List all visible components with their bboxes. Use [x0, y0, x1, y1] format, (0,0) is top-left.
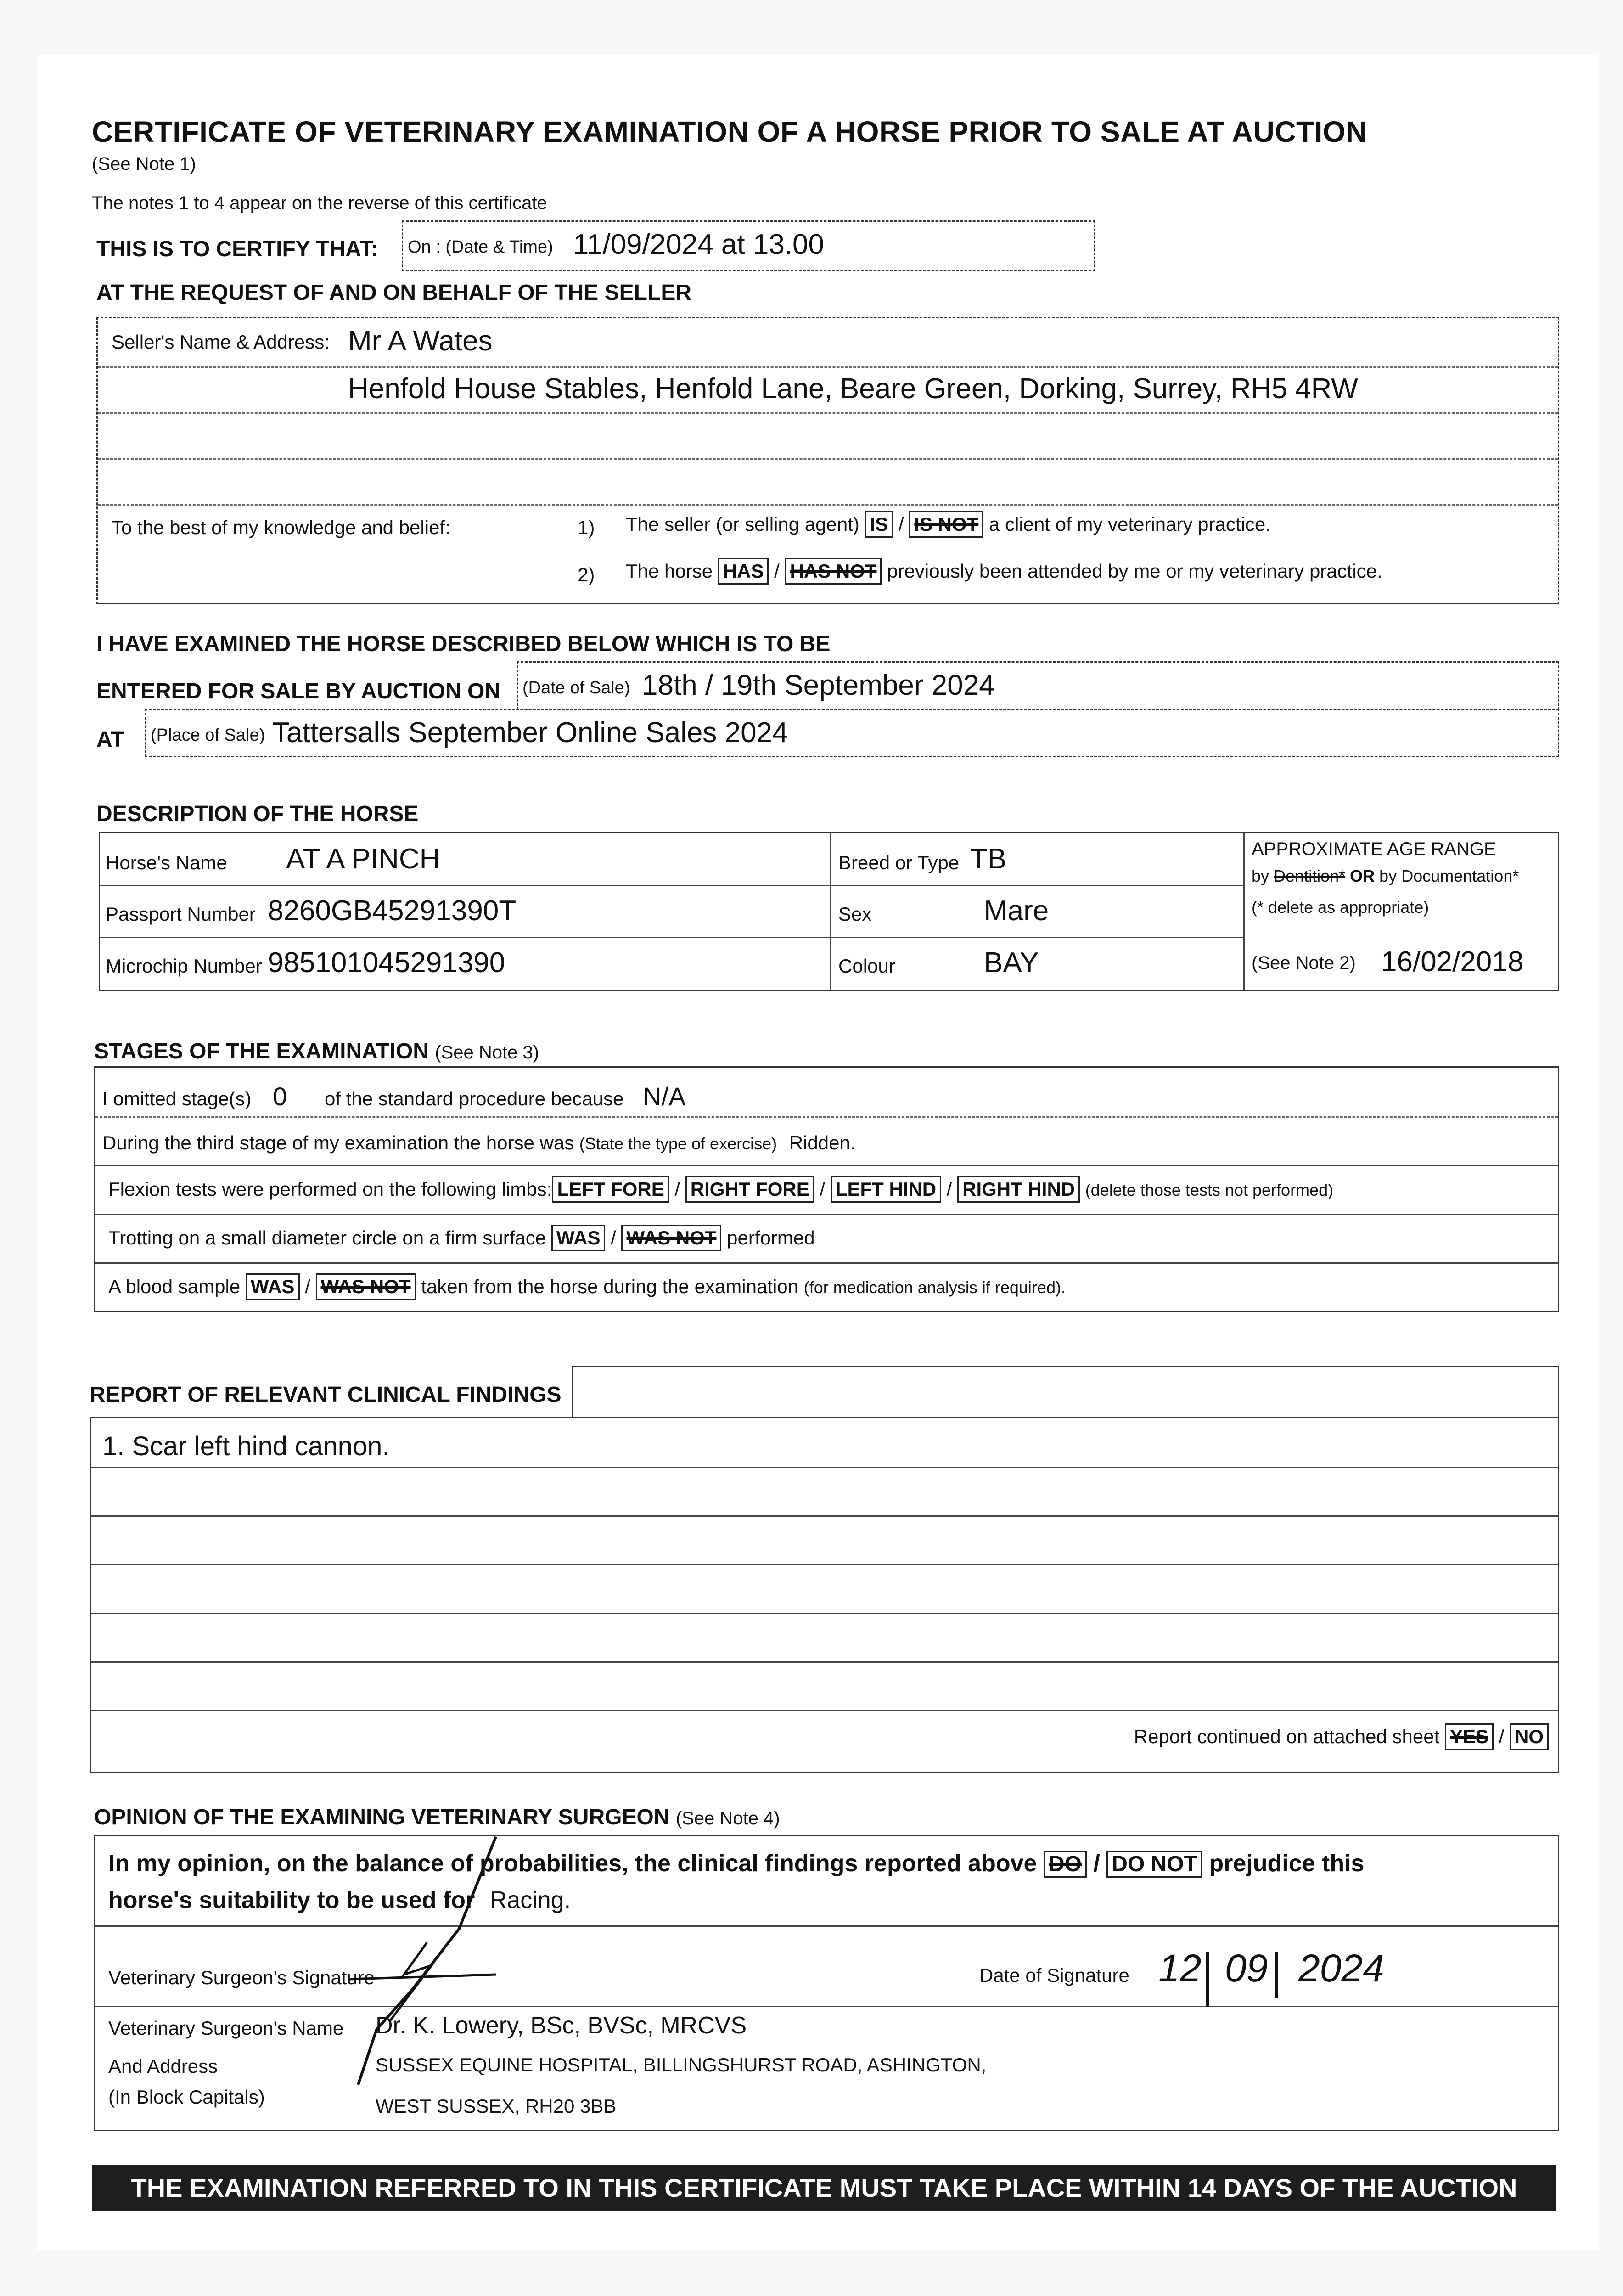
item1-pre: The seller (or selling agent) — [626, 513, 859, 535]
blood-note: (for medication analysis if required). — [803, 1278, 1066, 1297]
item2-number: 2) — [578, 564, 595, 585]
third-value[interactable]: Ridden. — [789, 1132, 856, 1154]
item1-post: a client of my veterinary practice. — [988, 513, 1271, 535]
third-pre: During the third stage of my examination the horse was — [102, 1132, 574, 1154]
opinion-line-1 — [108, 1850, 1364, 1878]
microchip-label: Microchip Number — [106, 955, 262, 977]
breed-label: Breed or Type — [838, 852, 960, 873]
trot-was-option[interactable]: WAS — [551, 1225, 606, 1251]
age-by: by — [1252, 867, 1269, 885]
opinion-donot-option[interactable]: DO NOT — [1106, 1851, 1202, 1878]
sale-date-field[interactable] — [517, 661, 1559, 710]
report-heading-box — [572, 1366, 1559, 1418]
horse-name-label: Horse's Name — [106, 852, 227, 873]
omitted-pre: I omitted stage(s) — [102, 1088, 252, 1109]
item2-has-option[interactable]: HAS — [718, 558, 769, 585]
stages-heading: STAGES OF THE EXAMINATION — [94, 1039, 429, 1064]
blood-post: taken from the horse during the examination — [421, 1276, 799, 1297]
blood-sep: / — [305, 1276, 310, 1297]
opinion-use-value[interactable]: Racing. — [489, 1887, 571, 1913]
age-see-note: (See Note 2) — [1252, 953, 1356, 973]
item2-line — [626, 558, 1382, 585]
item1-isnot-option[interactable]: IS NOT — [909, 511, 983, 538]
report-yes-option[interactable]: YES — [1445, 1723, 1494, 1750]
sale-date-label: (Date of Sale) — [522, 678, 630, 698]
limb-left-fore[interactable]: LEFT FORE — [552, 1176, 669, 1203]
stages-heading-line — [94, 1039, 539, 1064]
omitted-reason[interactable]: N/A — [643, 1082, 686, 1111]
flexion-pre: Flexion tests were performed on the following limbs: — [108, 1178, 552, 1200]
request-label: AT THE REQUEST OF AND ON BEHALF OF THE SELLER — [96, 281, 691, 305]
omitted-value[interactable]: 0 — [273, 1082, 287, 1111]
age-value[interactable]: 16/02/2018 — [1381, 946, 1524, 978]
description-heading: DESCRIPTION OF THE HORSE — [96, 802, 419, 826]
footer-banner: THE EXAMINATION REFERRED TO IN THIS CERTIFICATE MUST TAKE PLACE WITHIN 14 DAYS OF THE AUCTION — [92, 2165, 1556, 2211]
flexion-line — [108, 1176, 1333, 1203]
limb-sep-1: / — [674, 1178, 680, 1200]
signature-label: Veterinary Surgeon's Signature — [108, 1967, 375, 1988]
vet-address-line-1[interactable]: SUSSEX EQUINE HOSPITAL, BILLINGSHURST ROAD, ASHINGTON, — [376, 2054, 987, 2076]
item2-post: previously been attended by me or my veterinary practice. — [887, 560, 1382, 582]
sale-entered-label: ENTERED FOR SALE BY AUCTION ON — [96, 679, 501, 703]
on-date-label: On : (Date & Time) — [408, 237, 553, 257]
limb-sep-3: / — [946, 1178, 952, 1200]
colour-label: Colour — [838, 955, 895, 977]
age-or: OR — [1350, 867, 1375, 885]
limb-right-fore[interactable]: RIGHT FORE — [685, 1176, 814, 1203]
address-label-1: And Address — [108, 2055, 218, 2077]
item2-hasnot-option[interactable]: HAS NOT — [785, 558, 882, 585]
sex-label: Sex — [838, 903, 872, 925]
sale-date-value: 18th / 19th September 2024 — [642, 670, 995, 701]
omitted-mid: of the standard procedure because — [324, 1088, 624, 1109]
title-see-note: (See Note 1) — [92, 154, 196, 174]
opinion-sep: / — [1093, 1850, 1100, 1877]
report-continued-line — [1134, 1723, 1549, 1750]
report-no-option[interactable]: NO — [1510, 1723, 1549, 1750]
vet-name[interactable]: Dr. K. Lowery, BSc, BVSc, MRCVS — [376, 2012, 747, 2039]
blood-wasnot-option[interactable]: WAS NOT — [316, 1273, 416, 1300]
age-dentition-option[interactable]: Dentition* — [1274, 867, 1346, 885]
age-range-label: APPROXIMATE AGE RANGE — [1252, 839, 1496, 859]
report-box[interactable] — [90, 1417, 1559, 1773]
opinion-see-note: (See Note 4) — [675, 1808, 780, 1829]
address-label-2: (In Block Capitals) — [108, 2086, 265, 2108]
seller-box — [96, 317, 1559, 604]
item1-line — [626, 511, 1271, 538]
limb-right-hind[interactable]: RIGHT HIND — [957, 1176, 1080, 1203]
blood-pre: A blood sample — [108, 1276, 241, 1297]
date-of-signature-label: Date of Signature — [979, 1964, 1129, 1986]
blood-was-option[interactable]: WAS — [246, 1273, 300, 1300]
third-stage-line — [102, 1132, 856, 1154]
opinion-do-option[interactable]: DO — [1044, 1851, 1087, 1878]
on-date-value: 11/09/2024 at 13.00 — [573, 229, 825, 260]
passport-value[interactable]: 8260GB45291390T — [268, 895, 517, 927]
seller-address[interactable]: Henfold House Stables, Henfold Lane, Beare Green, Dorking, Surrey, RH5 4RW — [348, 373, 1358, 405]
trot-post: performed — [727, 1227, 815, 1249]
vet-signature — [321, 1828, 514, 2094]
seller-label: Seller's Name & Address: — [112, 331, 330, 353]
signature-date-day[interactable]: 12 — [1158, 1947, 1202, 1990]
sale-place-value: Tattersalls September Online Sales 2024 — [272, 717, 788, 748]
age-method-line — [1252, 867, 1519, 886]
sex-value[interactable]: Mare — [984, 895, 1049, 927]
passport-label: Passport Number — [106, 903, 256, 925]
item2-sep: / — [774, 560, 780, 582]
opinion-heading: OPINION OF THE EXAMINING VETERINARY SURGEON — [94, 1805, 670, 1829]
sale-heading: I HAVE EXAMINED THE HORSE DESCRIBED BELOW WHICH IS TO BE — [96, 632, 831, 656]
trot-line — [108, 1225, 815, 1251]
opinion-heading-line — [94, 1805, 780, 1830]
date-separator-marks — [1203, 1947, 1354, 2011]
sale-at-label: AT — [96, 727, 124, 752]
trot-sep: / — [611, 1227, 616, 1249]
finding-1: 1. Scar left hind cannon. — [102, 1431, 390, 1461]
description-table — [99, 832, 1559, 991]
stages-see-note: (See Note 3) — [435, 1042, 539, 1063]
report-sep: / — [1499, 1726, 1505, 1747]
breed-value[interactable]: TB — [970, 843, 1007, 875]
colour-value[interactable]: BAY — [984, 947, 1039, 979]
sale-place-field[interactable] — [145, 709, 1559, 757]
item1-is-option[interactable]: IS — [865, 511, 893, 538]
opinion-text-post: prejudice this — [1209, 1850, 1365, 1877]
blood-line — [108, 1273, 1066, 1300]
certify-label: THIS IS TO CERTIFY THAT: — [96, 237, 378, 261]
item1-number: 1) — [578, 517, 595, 538]
item2-pre: The horse — [626, 560, 713, 582]
trot-pre: Trotting on a small diameter circle on a firm surface — [108, 1227, 546, 1249]
omitted-line — [102, 1081, 685, 1111]
horse-name-value[interactable]: AT A PINCH — [286, 843, 440, 875]
report-heading: REPORT OF RELEVANT CLINICAL FINDINGS — [90, 1383, 562, 1407]
signature-date-month[interactable]: 09 — [1225, 1947, 1268, 1990]
date-time-field[interactable] — [402, 220, 1095, 271]
report-continued-label: Report continued on attached sheet — [1134, 1726, 1440, 1747]
limb-left-hind[interactable]: LEFT HIND — [831, 1176, 941, 1203]
opinion-text-pre: In my opinion, on the balance of probabilities, the clinical findings reported above — [108, 1850, 1037, 1877]
microchip-value[interactable]: 985101045291390 — [268, 947, 505, 979]
flexion-note: (delete those tests not performed) — [1085, 1181, 1334, 1199]
opinion-line2-text: horse's suitability to be used for — [108, 1887, 475, 1913]
notes-line: The notes 1 to 4 appear on the reverse of this certificate — [92, 193, 547, 213]
item1-sep: / — [898, 513, 904, 535]
signature-date-year[interactable]: 2024 — [1298, 1947, 1384, 1990]
stages-box — [94, 1066, 1559, 1312]
vet-address-line-2[interactable]: WEST SUSSEX, RH20 3BB — [376, 2095, 617, 2117]
certificate-title: CERTIFICATE OF VETERINARY EXAMINATION OF A HORSE PRIOR TO SALE AT AUCTION — [92, 115, 1367, 148]
seller-name[interactable]: Mr A Wates — [348, 325, 493, 357]
belief-label: To the best of my knowledge and belief: — [112, 517, 450, 538]
age-documentation-option[interactable]: by Documentation* — [1379, 867, 1519, 885]
third-note: (State the type of exercise) — [579, 1134, 777, 1153]
sale-place-label: (Place of Sale) — [151, 726, 265, 745]
age-delete-note: (* delete as appropriate) — [1252, 898, 1429, 917]
vet-name-label: Veterinary Surgeon's Name — [108, 2017, 344, 2039]
trot-wasnot-option[interactable]: WAS NOT — [621, 1225, 721, 1251]
limb-sep-2: / — [820, 1178, 826, 1200]
